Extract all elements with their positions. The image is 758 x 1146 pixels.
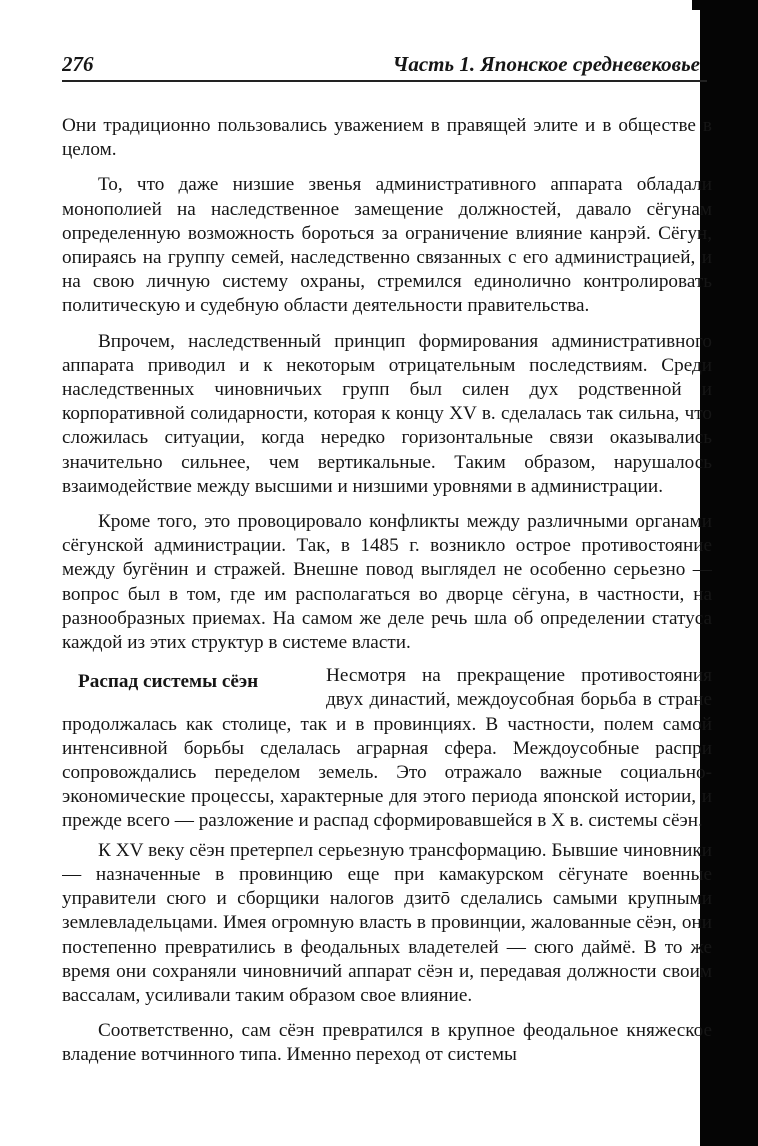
- running-head: [62, 48, 712, 86]
- section: [62, 664, 712, 833]
- section-paragraph-1: Несмотря на прекращение противостояния двух династий, междоусобная борьба в стране продолжалась как столице, так и в провинциях. В частности, полем самой интенсивной борьбы сделалась аграрная сфера. Междоусобные распри сопровождались переделом земель. Это отражало важные социально-экономические процессы, характерные для этого периода японской истории, и прежде всего — разложение и распад сформировавшейся в X в. системы сёэн.: [62, 665, 712, 832]
- paragraph-3: Впрочем, наследственный принцип формирования административного аппарата приводил и к некоторым отрицательным последствиям. Среди наследственных чиновничьих групп был силен дух родственной и корпоративной солидарности, которая к концу XV в. сделалась так сильна, что сложилась ситуации, когда нередко горизонтальные связи оказывались значительно сильнее, чем вертикальные. Таким образом, нарушалось взаимодействие между высшими и низшими уровнями в администрации.: [62, 330, 712, 497]
- paragraph-2: То, что даже низшие звенья административного аппарата обладали монополией на наследственное замещение должностей, давало сёгунам определенную возможность бороться за ограничение влияние канрэй. Сёгун, опираясь на группу семей, наследственно связанных с его администрацией, и на свою личную систему охраны, стремился единолично контролировать политическую и судебную области деятельности правительства.: [62, 174, 712, 317]
- section-heading: Распад системы сёэн: [78, 671, 259, 693]
- chapter-title: Часть 1. Японское средневековье: [392, 52, 700, 76]
- header-rule: [62, 80, 707, 82]
- paragraph-1: Они традиционно пользовались уважением в правящей элите и в обществе в целом.: [62, 115, 712, 161]
- paragraph-4: Кроме того, это провоцировало конфликты между различными органами сёгунской администрации. Так, в 1485 г. возникло острое противостояние между бугёнин и стражей. Внешне повод выглядел не особенно серьезно — вопрос был в том, где им располагаться во дворце сёгуна, в частности, на разнообразных приемах. На самом же деле речь шла об определении статуса каждой из этих структур в системе власти.: [62, 511, 712, 654]
- book-page: [62, 48, 712, 1146]
- section-paragraph-3: Соответственно, сам сёэн превратился в крупное феодальное княжеское владение вотчинного типа. Именно переход от системы: [62, 1020, 712, 1066]
- section-paragraph-2: К XV веку сёэн претерпел серьезную трансформацию. Бывшие чиновники — назначенные в провинцию еще при камакурском сёгунате военные управители сюго и сборщики налогов дзитō сделались самыми крупными землевладельцами. Имея огромную власть в провинции, жалованные сёэн, они постепенно превратились в феодальных владетелей — сюго даймё. В то же время они сохраняли чиновничий аппарат сёэн и, передавая должности своим вассалам, усиливали таким образом свое влияние.: [62, 839, 712, 1006]
- page-edge-shadow-top: [692, 0, 712, 10]
- body-text: [62, 114, 712, 1068]
- page-number: 276: [62, 52, 94, 76]
